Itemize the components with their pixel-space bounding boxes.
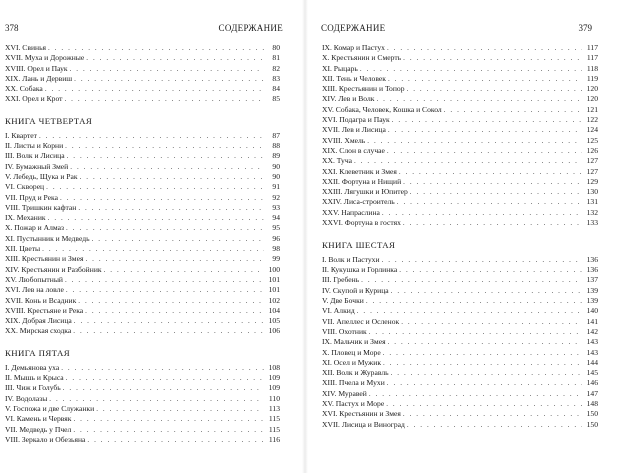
toc-entry	[5, 223, 280, 233]
toc-entry	[322, 409, 598, 419]
entry-title: VI. Камень и Червяк	[5, 414, 72, 424]
entry-title: VII. Медведь у Пчел	[5, 424, 72, 434]
entry-page-number: 87	[272, 130, 280, 140]
toc-entry	[5, 131, 280, 141]
entry-page-number: 150	[586, 409, 598, 419]
toc-entry	[322, 327, 598, 337]
entry-page-number: 146	[586, 378, 598, 388]
entry-page-number: 116	[268, 434, 280, 444]
entry-page-number: 90	[272, 161, 280, 171]
entry-page-number: 139	[586, 285, 598, 295]
entry-title: II. Листы и Корни	[5, 141, 64, 151]
dot-leader	[73, 425, 264, 435]
entry-title: IX. Механик	[5, 213, 46, 223]
entry-group	[322, 255, 598, 430]
dot-leader	[388, 337, 582, 347]
entry-title: XXI. Орел и Крот	[5, 94, 63, 104]
entry-page-number: 118	[586, 63, 598, 73]
entry-title: VI. Алкид	[322, 306, 355, 316]
entry-title: IX. Комар и Пастух	[322, 43, 385, 52]
toc-entry	[5, 363, 280, 373]
entry-title: XIII. Крестьянин и Топор	[322, 84, 405, 94]
left-page	[0, 0, 300, 473]
entry-title: IX. Мальчик и Змея	[322, 337, 386, 347]
entry-page-number: 101	[268, 285, 280, 295]
entry-title: XII. Волк и Журавль	[322, 368, 389, 378]
entry-title: VII. Апеллес и Осленок	[322, 316, 400, 326]
toc-entry	[5, 234, 280, 244]
entry-page-number: 105	[268, 316, 280, 326]
right-page	[310, 0, 610, 473]
entry-title: XXVI. Фортуна в гостях	[322, 218, 401, 228]
dot-leader	[369, 327, 582, 337]
entry-page-number: 108	[268, 362, 280, 372]
contents-list	[5, 43, 280, 445]
entry-title: IV. Водолазы	[5, 393, 48, 403]
toc-entry	[322, 286, 598, 296]
entry-title: XX. Мирская сходка	[5, 326, 72, 336]
toc-entry	[322, 368, 598, 378]
dot-leader	[66, 373, 264, 383]
toc-entry	[322, 378, 598, 388]
dot-leader	[387, 43, 582, 53]
entry-page-number: 85	[272, 94, 280, 104]
entry-page-number: 117	[586, 43, 598, 52]
entry-title: XVI. Подагра и Паук	[322, 115, 390, 125]
running-title: СОДЕРЖАНИЕ	[218, 23, 283, 33]
dot-leader	[399, 167, 582, 177]
entry-title: VI. Скворец	[5, 182, 45, 192]
entry-title: III. Волк и Лисица	[5, 151, 65, 161]
toc-entry	[322, 348, 598, 358]
entry-title: V. Две Бочки	[322, 296, 364, 306]
entry-page-number: 136	[586, 265, 598, 275]
dot-leader	[361, 275, 582, 285]
entry-title: XVIII. Хмель	[322, 135, 366, 145]
toc-entry	[5, 275, 280, 285]
dot-leader	[48, 43, 264, 53]
dot-leader	[383, 358, 582, 368]
toc-entry	[5, 265, 280, 275]
entry-title: XV. Любопытный	[5, 274, 63, 284]
page-number: 379	[578, 23, 592, 33]
dot-leader	[388, 74, 582, 84]
entry-title: XXIII. Лягушки и Юпитер	[322, 187, 408, 197]
dot-leader	[403, 218, 582, 228]
dot-leader	[410, 187, 582, 197]
entry-page-number: 113	[268, 403, 280, 413]
toc-entry	[322, 296, 598, 306]
toc-entry	[5, 94, 280, 104]
dot-leader	[354, 156, 582, 166]
entry-title: VIII. Охотник	[322, 326, 367, 336]
dot-leader	[49, 394, 264, 404]
page-number: 378	[5, 23, 19, 33]
contents-list	[322, 43, 598, 430]
entry-page-number: 101	[268, 274, 280, 284]
toc-entry	[322, 358, 598, 368]
entry-title: XXIV. Лиса-строитель	[322, 197, 395, 207]
toc-entry	[322, 84, 598, 94]
toc-entry	[5, 425, 280, 435]
entry-title: XVII. Муха и Дорожные	[5, 53, 85, 63]
toc-entry	[322, 136, 598, 146]
entry-title: II. Мышь и Крыса	[5, 373, 64, 383]
entry-title: III. Чиж и Голубь	[5, 383, 61, 393]
entry-title: XVIII. Крестьяне и Река	[5, 305, 84, 315]
entry-page-number: 93	[272, 202, 280, 212]
dot-leader	[407, 420, 582, 430]
section-heading: КНИГА ЧЕТВЕРТАЯ	[5, 116, 93, 127]
dot-leader	[86, 53, 264, 63]
entry-title: XX. Туча	[322, 156, 353, 166]
toc-entry	[322, 420, 598, 430]
toc-entry	[322, 167, 598, 177]
entry-page-number: 127	[586, 166, 598, 176]
entry-page-number: 127	[586, 156, 598, 166]
dot-leader	[66, 285, 264, 295]
entry-title: XI. Осел и Мужик	[322, 357, 382, 367]
dot-leader	[104, 265, 264, 275]
entry-page-number: 92	[272, 192, 280, 202]
entry-title: XXV. Напраслина	[322, 207, 380, 217]
entry-title: XVI. Лев на ловле	[5, 285, 64, 295]
dot-leader	[392, 115, 582, 125]
entry-group	[5, 131, 280, 337]
entry-page-number: 84	[272, 84, 280, 94]
section-heading: КНИГА ПЯТАЯ	[5, 348, 71, 359]
toc-entry	[322, 177, 598, 187]
entry-page-number: 115	[268, 414, 280, 424]
entry-page-number: 129	[586, 176, 598, 186]
entry-title: XII. Цветы	[5, 244, 41, 254]
toc-entry	[5, 285, 280, 295]
entry-group	[5, 363, 280, 445]
entry-page-number: 143	[586, 337, 598, 347]
dot-leader	[407, 84, 582, 94]
toc-entry	[5, 254, 280, 264]
entry-page-number: 141	[586, 316, 598, 326]
entry-page-number: 98	[272, 244, 280, 254]
toc-entry	[5, 182, 280, 192]
entry-title: V. Лебедь, Щука и Рак	[5, 171, 78, 181]
entry-page-number: 96	[272, 233, 280, 243]
section-heading: КНИГА ШЕСТАЯ	[322, 240, 396, 251]
toc-entry	[5, 141, 280, 151]
entry-title: XVI. Крестьянин и Змея	[322, 409, 401, 419]
toc-entry	[322, 187, 598, 197]
dot-leader	[360, 64, 582, 74]
toc-entry	[5, 193, 280, 203]
dot-leader	[85, 254, 264, 264]
toc-entry	[322, 275, 598, 285]
entry-title: VII. Пруд и Река	[5, 192, 58, 202]
dot-leader	[65, 141, 264, 151]
toc-entry	[5, 84, 280, 94]
right-page-header	[310, 22, 610, 34]
toc-entry	[322, 64, 598, 74]
toc-entry	[322, 125, 598, 135]
dot-leader	[73, 414, 264, 424]
toc-entry	[322, 156, 598, 166]
entry-title: XXII. Фортуна и Нищий	[322, 176, 402, 186]
entry-page-number: 132	[586, 207, 598, 217]
toc-entry	[5, 203, 280, 213]
entry-title: VIII. Тришкин кафтан	[5, 202, 77, 212]
dot-leader	[66, 223, 264, 233]
entry-title: XVIII. Орел и Паук	[5, 63, 68, 73]
entry-page-number: 120	[586, 84, 598, 94]
entry-page-number: 83	[272, 73, 280, 83]
dot-leader	[45, 84, 264, 94]
entry-title: XVII. Лисица и Виноград	[322, 419, 405, 429]
entry-title: X. Пожар и Алмаз	[5, 223, 65, 233]
entry-page-number: 133	[586, 218, 598, 228]
entry-page-number: 94	[272, 213, 280, 223]
entry-group	[5, 43, 280, 105]
toc-entry	[5, 306, 280, 316]
toc-entry	[5, 435, 280, 445]
toc-entry	[5, 326, 280, 336]
dot-leader	[387, 378, 582, 388]
dot-leader	[382, 255, 582, 265]
entry-title: XII. Тень и Человек	[322, 73, 386, 83]
entry-title: XI. Рыцарь	[322, 63, 358, 73]
entry-title: X. Крестьянин и Смерть	[322, 53, 402, 63]
entry-title: I. Демьянова уха	[5, 362, 60, 372]
dot-leader	[73, 326, 264, 336]
entry-title: VIII. Зеркало и Обезьяна	[5, 434, 86, 444]
toc-entry	[322, 389, 598, 399]
entry-title: V. Госпожа и две Служанки	[5, 403, 95, 413]
entry-group	[322, 43, 598, 228]
entry-page-number: 130	[586, 187, 598, 197]
entry-title: X. Пловец и Море	[322, 347, 381, 357]
entry-page-number: 147	[586, 388, 598, 398]
entry-page-number: 145	[586, 368, 598, 378]
entry-page-number: 80	[272, 43, 280, 52]
entry-page-number: 144	[586, 357, 598, 367]
toc-entry	[322, 255, 598, 265]
entry-title: IV. Скупой и Курица	[322, 285, 389, 295]
entry-page-number: 122	[586, 115, 598, 125]
dot-leader	[399, 265, 582, 275]
entry-page-number: 82	[272, 63, 280, 73]
dot-leader	[391, 286, 582, 296]
entry-page-number: 136	[586, 254, 598, 264]
dot-leader	[403, 177, 582, 187]
toc-entry	[5, 172, 280, 182]
entry-title: XI. Пустынник и Медведь	[5, 233, 90, 243]
dot-leader	[42, 244, 264, 254]
entry-title: XIX. Слон в случае	[322, 145, 385, 155]
entry-title: XXI. Клеветник и Змея	[322, 166, 397, 176]
toc-entry	[322, 105, 598, 115]
toc-entry	[5, 162, 280, 172]
entry-page-number: 99	[272, 254, 280, 264]
toc-entry	[5, 383, 280, 393]
entry-page-number: 110	[268, 393, 280, 403]
dot-leader	[78, 296, 264, 306]
dot-leader	[60, 193, 264, 203]
dot-leader	[391, 368, 582, 378]
entry-title: XIII. Крестьянин и Змея	[5, 254, 84, 264]
toc-entry	[5, 213, 280, 223]
dot-leader	[403, 409, 582, 419]
entry-title: XV. Пастух и Море	[322, 399, 385, 408]
dot-leader	[383, 348, 582, 358]
entry-page-number: 143	[586, 347, 598, 357]
dot-leader	[357, 306, 582, 316]
entry-page-number: 148	[586, 399, 598, 408]
running-title: СОДЕРЖАНИЕ	[321, 23, 386, 33]
toc-entry	[322, 337, 598, 347]
book-gutter	[302, 0, 308, 473]
dot-leader	[366, 296, 582, 306]
entry-title: XV. Собака, Человек, Кошка и Сокол	[322, 104, 442, 114]
entry-title: XIV. Лев и Волк	[322, 94, 375, 104]
dot-leader	[48, 213, 264, 223]
toc-entry	[5, 373, 280, 383]
dot-leader	[67, 151, 264, 161]
entry-page-number: 81	[272, 53, 280, 63]
entry-page-number: 102	[268, 295, 280, 305]
entry-page-number: 109	[268, 373, 280, 383]
entry-title: XIV. Муравей	[322, 388, 367, 398]
entry-title: XIX. Добрая Лисица	[5, 316, 72, 326]
toc-entry	[5, 316, 280, 326]
dot-leader	[388, 125, 582, 135]
entry-page-number: 104	[268, 305, 280, 315]
entry-page-number: 100	[268, 264, 280, 274]
entry-page-number: 150	[586, 419, 598, 429]
dot-leader	[444, 105, 582, 115]
toc-entry	[5, 53, 280, 63]
toc-entry	[5, 43, 280, 53]
toc-entry	[322, 94, 598, 104]
entry-page-number: 120	[586, 94, 598, 104]
entry-page-number: 137	[586, 275, 598, 285]
toc-entry	[322, 265, 598, 275]
entry-page-number: 142	[586, 326, 598, 336]
dot-leader	[369, 389, 582, 399]
toc-entry	[322, 146, 598, 156]
dot-leader	[367, 136, 582, 146]
dot-leader	[74, 74, 264, 84]
entry-title: III. Гребень	[322, 275, 360, 285]
toc-entry	[322, 399, 598, 409]
dot-leader	[61, 363, 264, 373]
left-page-header	[0, 22, 300, 34]
dot-leader	[64, 94, 264, 104]
toc-entry	[5, 296, 280, 306]
dot-leader	[401, 317, 582, 327]
entry-page-number: 115	[268, 424, 280, 434]
dot-leader	[63, 383, 264, 393]
toc-entry	[5, 414, 280, 424]
dot-leader	[87, 435, 264, 445]
toc-entry	[5, 151, 280, 161]
entry-title: XIX. Лань и Дервиш	[5, 73, 73, 83]
dot-leader	[74, 316, 264, 326]
toc-entry	[322, 53, 598, 63]
entry-page-number: 131	[586, 197, 598, 207]
entry-title: II. Кукушка и Горлинка	[322, 265, 398, 275]
dot-leader	[70, 162, 264, 172]
dot-leader	[386, 399, 582, 409]
dot-leader	[387, 146, 582, 156]
dot-leader	[397, 197, 582, 207]
entry-title: XIV. Крестьянин и Разбойник	[5, 264, 102, 274]
toc-entry	[5, 64, 280, 74]
entry-page-number: 124	[586, 125, 598, 135]
entry-title: I. Квартет	[5, 130, 37, 140]
dot-leader	[376, 94, 582, 104]
entry-page-number: 91	[272, 182, 280, 192]
toc-entry	[322, 43, 598, 53]
entry-page-number: 140	[586, 306, 598, 316]
toc-entry	[322, 74, 598, 84]
dot-leader	[96, 404, 264, 414]
entry-page-number: 88	[272, 141, 280, 151]
toc-entry	[322, 306, 598, 316]
entry-page-number: 119	[586, 73, 598, 83]
entry-title: XVI. Свинья	[5, 43, 47, 52]
entry-title: I. Волк и Пастухи	[322, 254, 380, 264]
toc-entry	[5, 394, 280, 404]
dot-leader	[382, 208, 582, 218]
toc-entry	[5, 74, 280, 84]
entry-page-number: 106	[268, 326, 280, 336]
entry-page-number: 90	[272, 171, 280, 181]
entry-title: XX. Собака	[5, 84, 43, 94]
dot-leader	[70, 64, 264, 74]
entry-page-number: 139	[586, 296, 598, 306]
toc-entry	[322, 317, 598, 327]
toc-entry	[322, 218, 598, 228]
dot-leader	[92, 234, 264, 244]
dot-leader	[80, 172, 264, 182]
dot-leader	[39, 131, 264, 141]
entry-page-number: 117	[586, 53, 598, 63]
dot-leader	[85, 306, 264, 316]
entry-page-number: 126	[586, 145, 598, 155]
entry-title: XVII. Конь и Всадник	[5, 295, 77, 305]
toc-entry	[322, 197, 598, 207]
entry-page-number: 125	[586, 135, 598, 145]
dot-leader	[78, 203, 264, 213]
toc-entry	[322, 115, 598, 125]
entry-page-number: 109	[268, 383, 280, 393]
entry-title: XVII. Лев и Лисица	[322, 125, 386, 135]
toc-entry	[5, 244, 280, 254]
toc-entry	[322, 208, 598, 218]
dot-leader	[65, 275, 264, 285]
entry-title: XIII. Пчела и Мухи	[322, 378, 385, 388]
dot-leader	[403, 53, 582, 63]
entry-page-number: 121	[586, 104, 598, 114]
toc-entry	[5, 404, 280, 414]
entry-page-number: 89	[272, 151, 280, 161]
entry-page-number: 95	[272, 223, 280, 233]
entry-title: IV. Бумажный Змей	[5, 161, 69, 171]
dot-leader	[46, 182, 264, 192]
